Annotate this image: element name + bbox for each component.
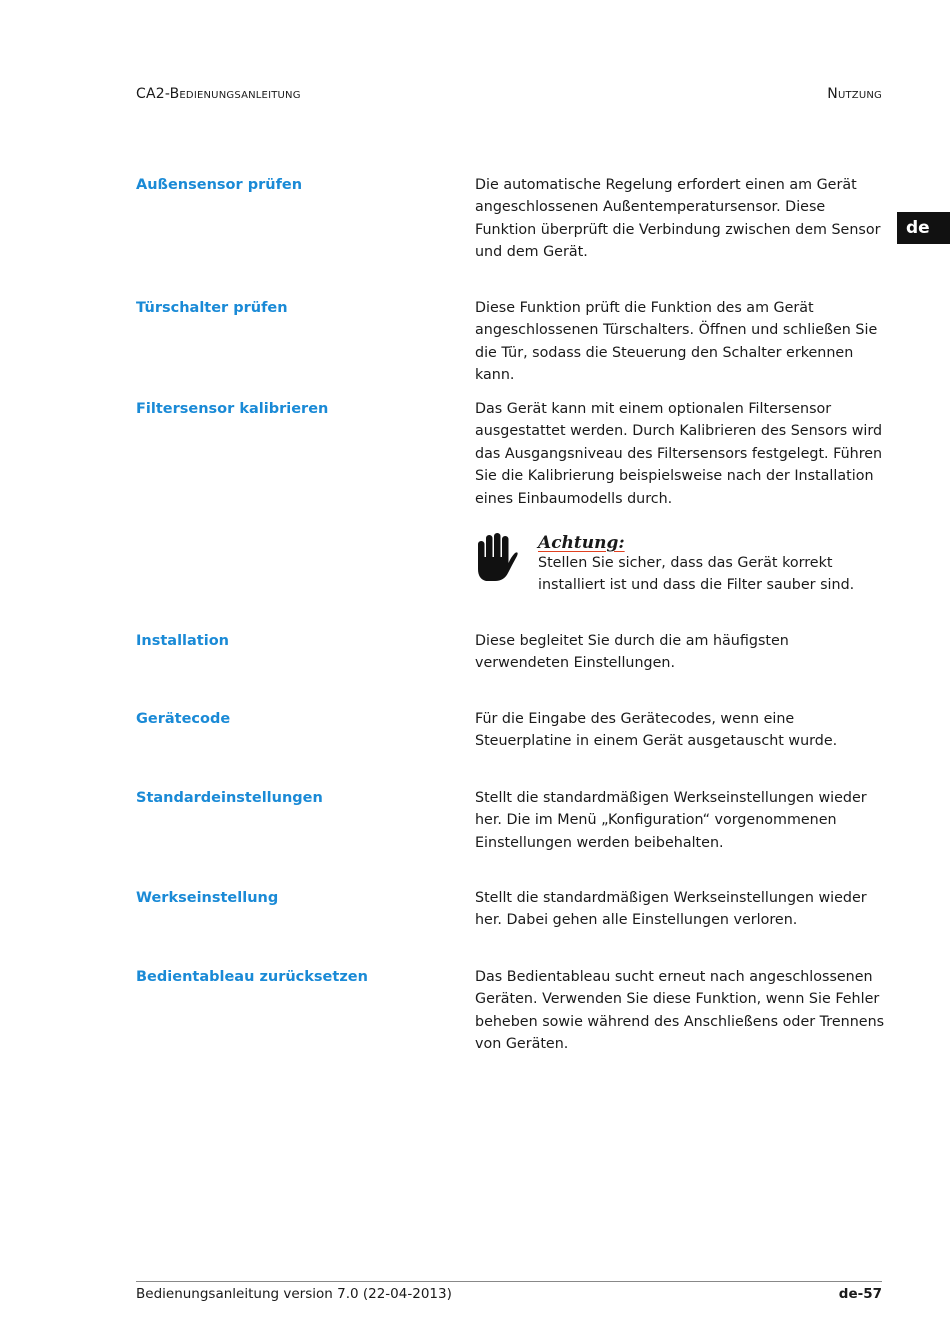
- entry-description: Das Bedientableau sucht erneut nach angeschlossenen Geräten. Verwenden Sie diese Funktion, wenn Sie Fehler beheben sowie während des Anschließens oder Trennens von Geräten.: [475, 969, 885, 1053]
- entry-description: Stellt die standardmäßigen Werkseinstellungen wieder her. Dabei gehen alle Einstellungen verloren.: [475, 890, 867, 929]
- entry-description: Für die Eingabe des Gerätecodes, wenn eine Steuerplatine in einem Gerät ausgetauscht wurde.: [475, 711, 838, 750]
- running-header-section: Nutzung: [827, 86, 882, 102]
- warning-title: Achtung:: [538, 533, 625, 553]
- entry-term: Gerätecode: [136, 711, 231, 727]
- entry-description: Diese begleitet Sie durch die am häufigsten verwendeten Einstellungen.: [475, 633, 789, 672]
- stop-hand-icon: [475, 533, 519, 583]
- language-tab: de: [897, 212, 950, 244]
- entry-description: Die automatische Regelung erfordert einen am Gerät angeschlossenen Außentemperatursensor. Diese Funktion überprüft die Verbindung zwischen dem Sensor und dem Gerät.: [475, 177, 881, 261]
- page-number: de-57: [838, 1286, 882, 1302]
- warning-text: Stellen Sie sicher, dass das Gerät korrekt installiert ist und dass die Filter sauber sind.: [538, 555, 855, 594]
- entry-term: Bedientableau zurücksetzen: [136, 969, 368, 985]
- footer-version: Bedienungsanleitung version 7.0 (22-04-2013): [136, 1286, 452, 1302]
- footer-divider: [136, 1281, 882, 1282]
- entry-description: Diese Funktion prüft die Funktion des am Gerät angeschlossenen Türschalters. Öffnen und schließen Sie die Tür, sodass die Steuerung den Schalter erkennen kann.: [475, 300, 878, 384]
- running-header-title: CA2-Bedienungsanleitung: [136, 86, 301, 102]
- entry-term: Installation: [136, 633, 229, 649]
- entry-description: Das Gerät kann mit einem optionalen Filtersensor ausgestattet werden. Durch Kalibrieren des Sensors wird das Ausgangsniveau des Filtersensors festgelegt. Führen Sie die Kalibrierung beispielsweise nach der Installation eines Einbaumodells durch.: [475, 401, 883, 507]
- entry-term: Werkseinstellung: [136, 890, 279, 906]
- entry-term: Filtersensor kalibrieren: [136, 401, 329, 417]
- entry-description: Stellt die standardmäßigen Werkseinstellungen wieder her. Die im Menü „Konfiguration“ vorgenommenen Einstellungen werden beibehalten.: [475, 790, 867, 851]
- entry-term: Standardeinstellungen: [136, 790, 323, 806]
- warning-note: [475, 532, 887, 602]
- entry-term: Türschalter prüfen: [136, 300, 288, 316]
- entry-term: Außensensor prüfen: [136, 177, 303, 193]
